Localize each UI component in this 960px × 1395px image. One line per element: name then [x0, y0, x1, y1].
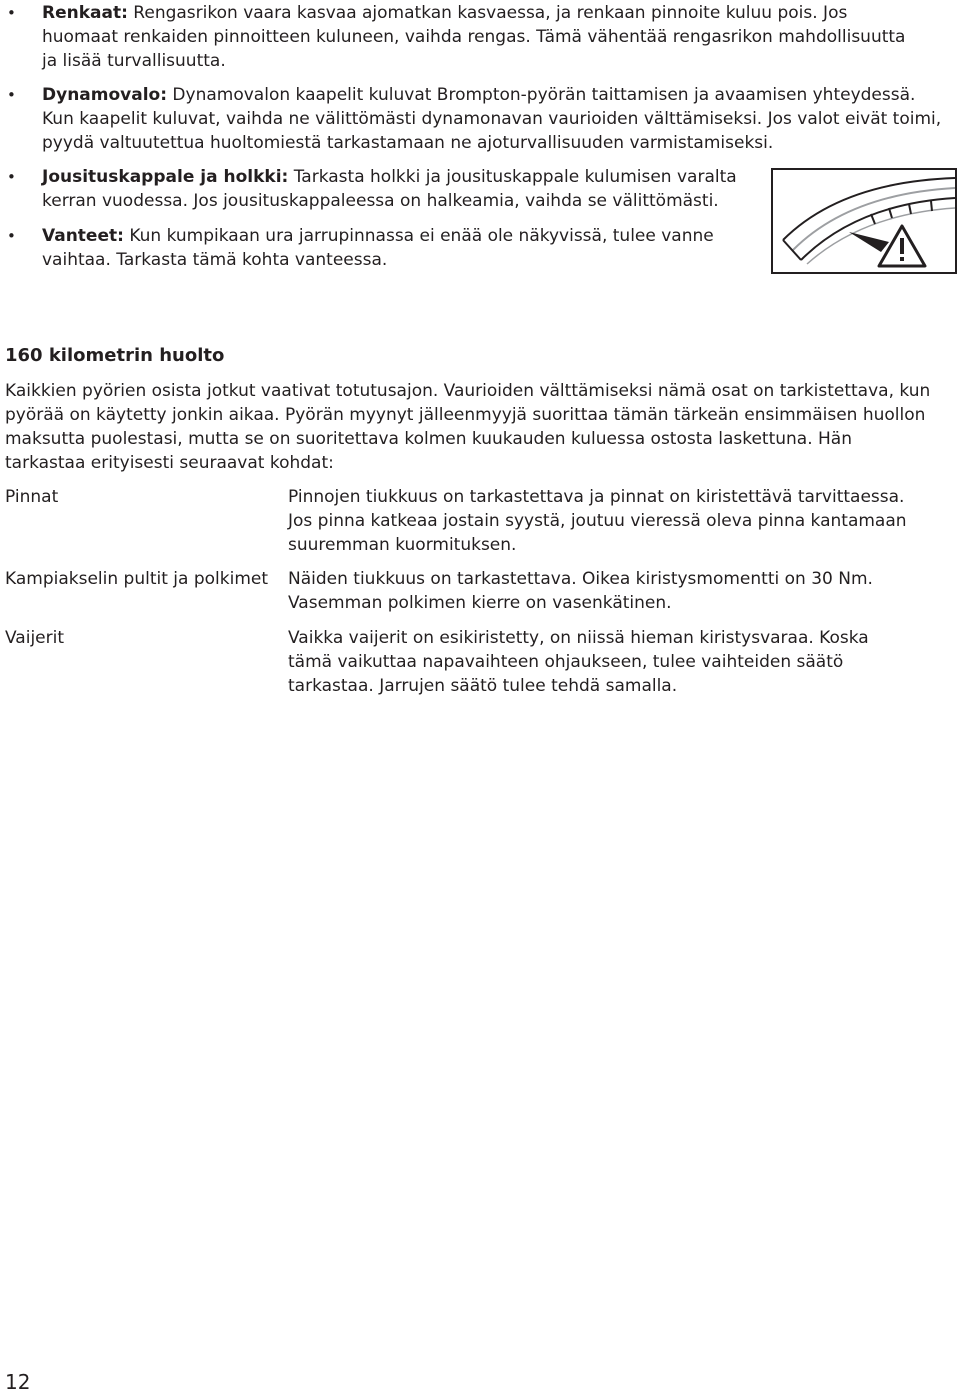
- bullet-label: Jousituskappale ja holkki:: [42, 167, 289, 187]
- bullet-marker: •: [7, 168, 16, 186]
- bullet-text: [42, 165, 762, 213]
- rim-wear-warning-icon: [771, 168, 957, 274]
- bullet-marker: •: [7, 227, 16, 245]
- check-term: Pinnat: [5, 487, 59, 507]
- bullet-label: Dynamovalo:: [42, 85, 168, 105]
- bullet-text: [42, 83, 942, 155]
- section-title: 160 kilometrin huolto: [5, 345, 225, 366]
- bullet-body: Tarkasta holkki ja jousituskappale kulumisen varalta kerran vuodessa. Jos jousituskappaleessa on halkeamia, vaihda se välittömästi.: [42, 167, 737, 211]
- page-number: 12: [5, 1370, 31, 1394]
- bullet-marker: •: [7, 86, 16, 104]
- bullet-body: Kun kumpikaan ura jarrupinnassa ei enää ole näkyvissä, tulee vanne vaihtaa. Tarkasta tämä kohta vanteessa.: [42, 226, 714, 270]
- check-term: Kampiakselin pultit ja polkimet: [5, 569, 269, 589]
- check-description: Vaikka vaijerit on esikiristetty, on niissä hieman kiristysvaraa. Koska tämä vaikuttaa napavaihteen ohjaukseen, tulee vaihteiden säätö tarkastaa. Jarrujen säätö tulee tehdä samalla.: [288, 628, 869, 696]
- check-description: Näiden tiukkuus on tarkastettava. Oikea kiristysmomentti on 30 Nm. Vasemman polkimen kierre on vasenkätinen.: [288, 569, 873, 613]
- bullet-label: Vanteet:: [42, 226, 124, 246]
- section-intro: Kaikkien pyörien osista jotkut vaativat totutusajon. Vaurioiden välttämiseksi nämä osat on tarkistettava, kun pyörää on käytetty jonkin aikaa. Pyörän myynyt jälleenmyyjä suorittaa tämän tärkeän ensimmäisen huollon maksutta puolestasi, mutta se on suoritettava kolmen kuukauden kuluessa ostosta laskettuna. Hän tarkastaa erityisesti seuraavat kohdat:: [5, 381, 931, 473]
- bullet-body: Rengasrikon vaara kasvaa ajomatkan kasvaessa, ja renkaan pinnoite kuluu pois. Jos huomaat renkaiden pinnoitteen kuluneen, vaihda rengas. Tämä vähentää rengasrikon mahdollisuutta ja lisää turvallisuutta.: [42, 3, 906, 71]
- bullet-label: Renkaat:: [42, 3, 128, 23]
- check-description: Pinnojen tiukkuus on tarkastettava ja pinnat on kiristettävä tarvittaessa. Jos pinna katkeaa jostain syystä, joutuu vieressä oleva pinna kantamaan suuremman kuormituksen.: [288, 487, 907, 555]
- bullet-text: [42, 1, 922, 73]
- bullet-text: [42, 224, 742, 272]
- bullet-marker: •: [7, 4, 16, 22]
- bullet-body: Dynamovalon kaapelit kuluvat Brompton-pyörän taittamisen ja avaamisen yhteydessä. Kun kaapelit kuluvat, vaihda ne välittömästi dynamonavan vaurioiden välttämiseksi. Jos valot eivät toimi, pyydä valtuutettua huoltomiestä tarkastamaan ne ajoturvallisuuden varmistamiseksi.: [42, 85, 942, 153]
- check-term: Vaijerit: [5, 628, 65, 648]
